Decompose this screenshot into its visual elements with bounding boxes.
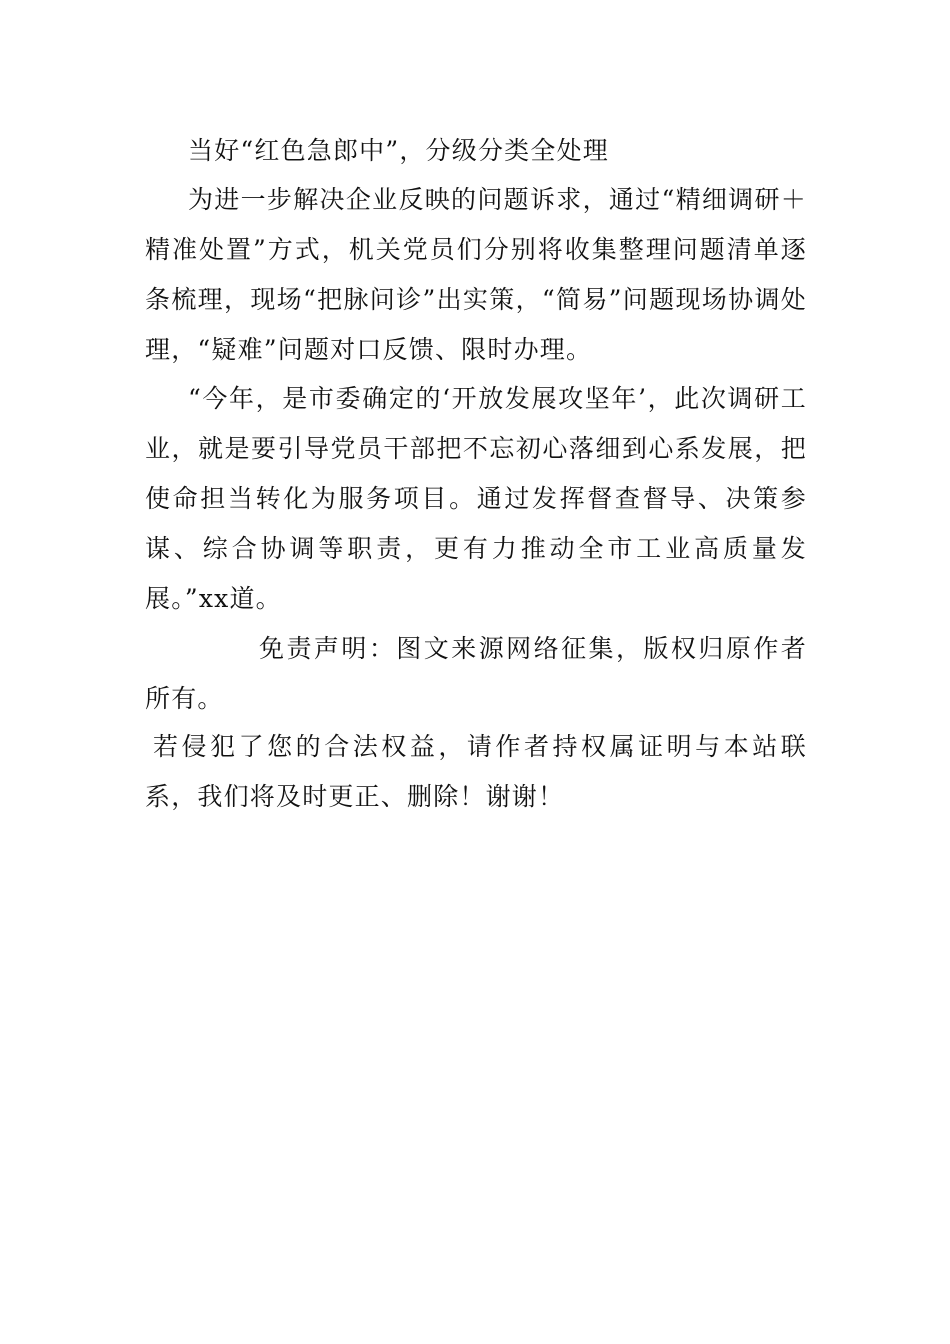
- body-paragraph-2: “今年，是市委确定的‘开放发展攻坚年’，此次调研工业，就是要引导党员干部把不忘初心落细到心系发展，把使命担当转化为服务项目。通过发挥督查督导、决策参谋、综合协调等职责，更有力推动全市工业高质量发展。”xx道。: [145, 384, 807, 613]
- body-paragraph-1: 为进一步解决企业反映的问题诉求，通过“精细调研＋精准处置”方式，机关党员们分别将收集整理问题清单逐条梳理，现场“把脉问诊”出实策，“简易”问题现场协调处理，“疑难”问题对口反馈、限时办理。: [145, 185, 807, 364]
- disclaimer-contact-notice: 若侵犯了您的合法权益，请作者持权属证明与本站联系，我们将及时更正、删除！谢谢！: [145, 732, 807, 811]
- section-heading: 当好“红色急郎中”，分级分类全处理: [188, 136, 609, 165]
- disclaimer-statement: 免责声明：图文来源网络征集，版权归原作者所有。: [145, 634, 807, 713]
